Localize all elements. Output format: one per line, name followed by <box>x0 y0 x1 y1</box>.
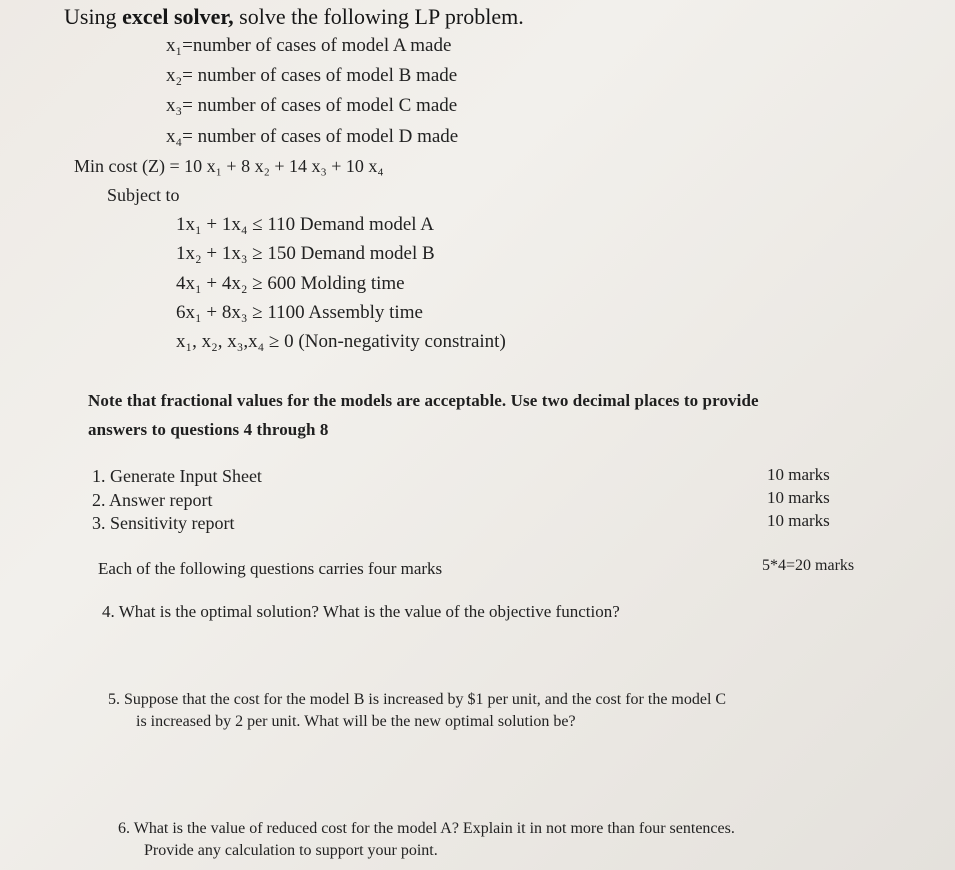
objective-function: Min cost (Z) = 10 x₁ + 8 x₂ + 14 x₃ + 10 x₄ <box>74 156 384 176</box>
task-input-sheet: 1. Generate Input Sheet <box>92 466 262 486</box>
constraint-demand-b: 1x₂ + 1x₃ ≥ 150 Demand model B <box>176 243 435 264</box>
task-input-sheet-marks: 10 marks <box>767 465 830 484</box>
variable-definition-x1: x₁=number of cases of model A made <box>166 35 452 56</box>
question-6 <box>118 818 735 862</box>
task-sensitivity-report: 3. Sensitivity report <box>92 513 235 533</box>
question-6-line-2: Provide any calculation to support your point. <box>144 842 438 859</box>
subject-to-label: Subject to <box>107 185 180 205</box>
task-answer-report: 2. Answer report <box>92 490 213 510</box>
question-6-line-1: 6. What is the value of reduced cost for the model A? Explain it in not more than four sentences. <box>118 820 735 837</box>
question-5-line-2: is increased by 2 per unit. What will be the new optimal solution be? <box>136 713 576 730</box>
question-4: 4. What is the optimal solution? What is the value of the objective function? <box>102 602 620 621</box>
note-paragraph <box>88 386 918 444</box>
variable-definition-x3: x₃= number of cases of model C made <box>166 95 458 116</box>
variable-definition-x4: x₄= number of cases of model D made <box>166 126 459 147</box>
title-prefix: Using <box>64 4 123 29</box>
constraint-demand-a: 1x₁ + 1x₄ ≤ 110 Demand model A <box>176 214 434 235</box>
constraint-molding-time: 4x₁ + 4x₂ ≥ 600 Molding time <box>176 273 405 294</box>
task-sensitivity-report-marks: 10 marks <box>767 511 830 530</box>
constraint-non-negativity: x₁, x₂, x₃,x₄ ≥ 0 (Non-negativity constraint) <box>176 331 506 352</box>
each-question-label: Each of the following questions carries four marks <box>98 559 443 578</box>
title-suffix: solve the following LP problem. <box>233 4 524 29</box>
task-answer-report-marks: 10 marks <box>767 488 830 507</box>
question-5 <box>108 689 726 733</box>
variable-definition-x2: x₂= number of cases of model B made <box>166 65 458 86</box>
note-line-2: answers to questions 4 through 8 <box>88 420 329 439</box>
note-line-1: Note that fractional values for the models are acceptable. Use two decimal places to provide <box>88 391 759 410</box>
each-question-marks: 5*4=20 marks <box>762 557 855 574</box>
title-bold-text: excel solver, <box>122 4 234 29</box>
constraint-assembly-time: 6x₁ + 8x₃ ≥ 1100 Assembly time <box>176 302 423 323</box>
problem-title <box>64 4 524 30</box>
question-5-line-1: 5. Suppose that the cost for the model B is increased by $1 per unit, and the cost for the model C <box>108 691 727 708</box>
